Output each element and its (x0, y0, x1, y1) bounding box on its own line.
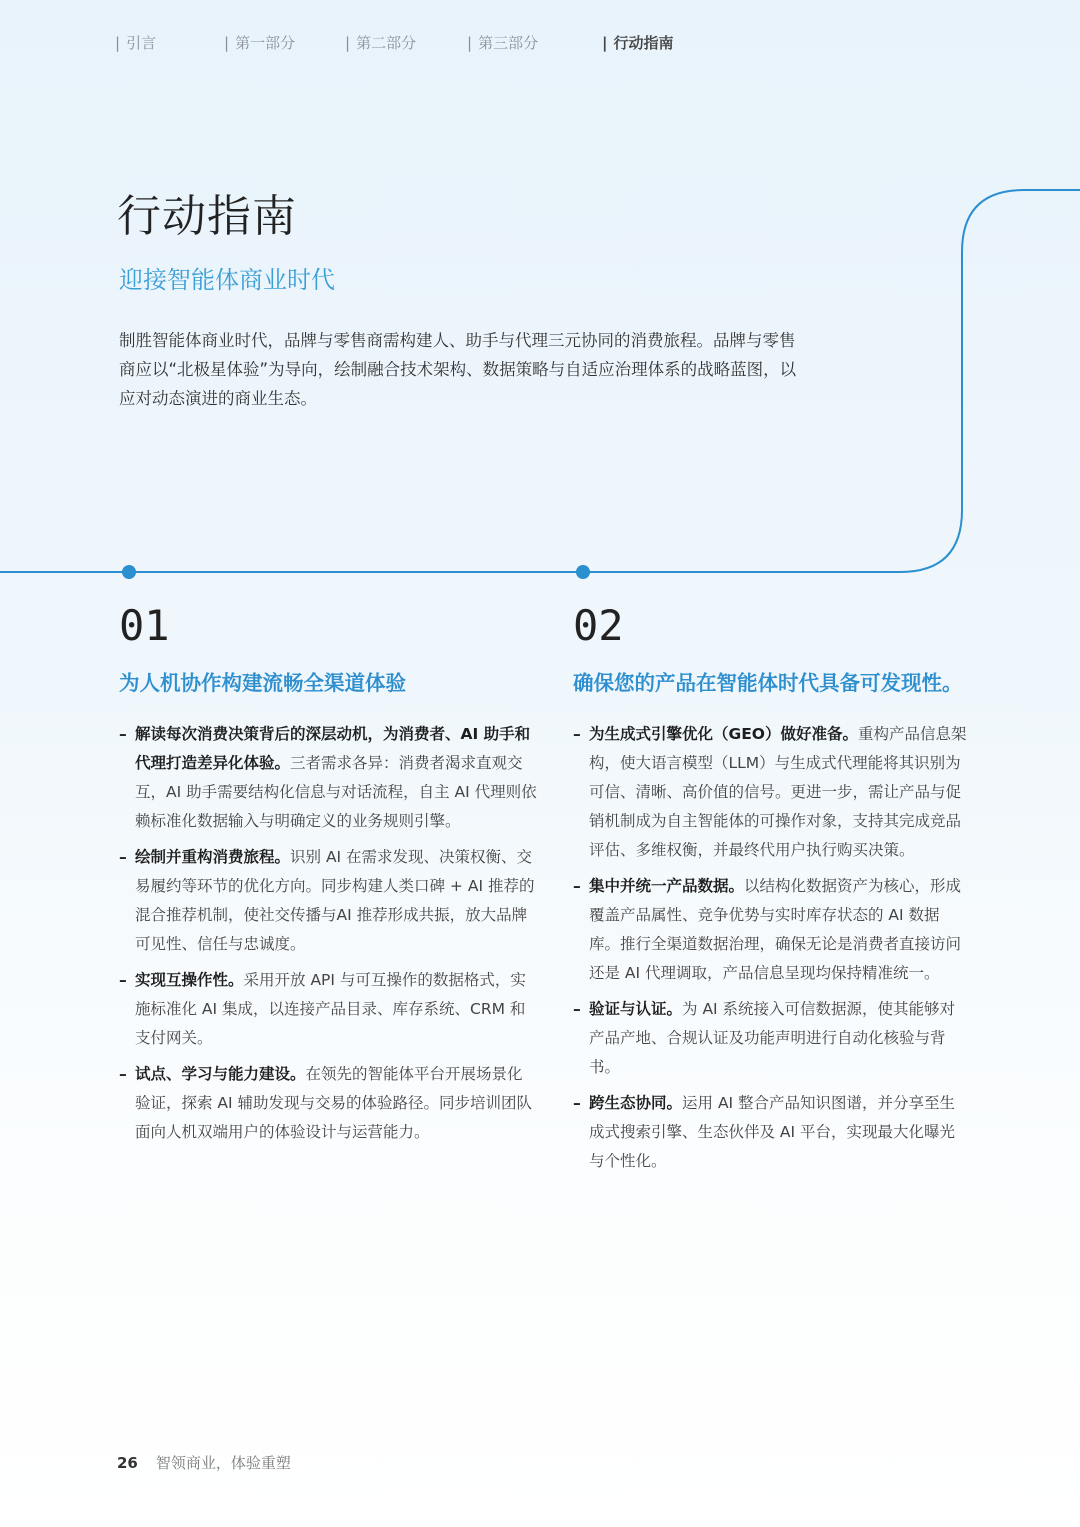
page-title: 行动指南 (117, 191, 297, 242)
item-text: 以结构化数据资产为核心，形成覆盖产品属性、竞争优势与实时库存状态的 AI 数据库。推行全渠道数据治理，确保无论是消费者直接访问还是 AI 代理调取，产品信息呈现均保持精准统一。 (589, 877, 962, 982)
nav-item-label: 第三部分 (478, 34, 539, 52)
nav-separator: | (467, 34, 473, 52)
nav-item-label: 第一部分 (235, 34, 296, 52)
item-lead: 实现互操作性。 (135, 971, 244, 989)
page-footer (117, 1452, 291, 1473)
list-item (573, 720, 967, 865)
item-lead: 绘制并重构消费旅程。 (135, 848, 291, 866)
item-lead: 解读每次消费决策背后的深层动机，为消费者、AI 助手和代理打造差异化体验。 (135, 725, 531, 772)
timeline-dot-02 (576, 565, 590, 579)
dash-bullet: – (573, 877, 581, 895)
section-list (119, 720, 537, 1147)
item-lead: 跨生态协同。 (589, 1094, 683, 1112)
nav-item-label: 第二部分 (356, 34, 417, 52)
nav-separator: | (224, 34, 230, 52)
publication-title: 智领商业，体验重塑 (155, 1454, 291, 1472)
list-item (119, 1060, 537, 1147)
section-01 (119, 600, 537, 1154)
item-lead: 验证与认证。 (589, 1000, 683, 1018)
nav-item-label: 引言 (126, 34, 157, 52)
item-text: 重构产品信息架构，使大语言模型（LLM）与生成式代理能将其识别为可信、清晰、高价值的信号。更进一步，需让产品与促销机制成为自主智能体的可操作对象，支持其完成竞品评估、多维权衡，并最终代用户执行购买决策。 (589, 725, 967, 859)
list-item (119, 843, 537, 959)
dash-bullet: – (573, 1000, 581, 1018)
nav-item-label: 行动指南 (613, 34, 674, 52)
item-text: 为 AI 系统接入可信数据源，使其能够对产品产地、合规认证及功能声明进行自动化核验与背书。 (589, 1000, 956, 1076)
dash-bullet: – (119, 848, 127, 866)
list-item (573, 995, 967, 1082)
list-item (573, 872, 967, 988)
page-subtitle: 迎接智能体商业时代 (119, 266, 335, 294)
list-item (573, 1089, 967, 1176)
item-lead: 试点、学习与能力建设。 (135, 1065, 306, 1083)
nav-separator: | (345, 34, 351, 52)
item-text: 运用 AI 整合产品知识图谱，并分享至生成式搜索引擎、生态伙伴及 AI 平台，实现最大化曝光与个性化。 (589, 1094, 956, 1170)
section-list (573, 720, 967, 1176)
intro-paragraph: 制胜智能体商业时代，品牌与零售商需构建人、助手与代理三元协同的消费旅程。品牌与零售商应以“北极星体验”为导向，绘制融合技术架构、数据策略与自适应治理体系的战略蓝图，以应对动态演进的商业生态。 (119, 331, 797, 408)
dash-bullet: – (119, 971, 127, 989)
list-item (119, 966, 537, 1053)
section-number: 01 (119, 601, 170, 650)
section-title: 确保您的产品在智能体时代具备可发现性。 (573, 671, 963, 695)
dash-bullet: – (573, 1094, 581, 1112)
timeline-dot-01 (122, 565, 136, 579)
section-title: 为人机协作构建流畅全渠道体验 (119, 671, 406, 695)
section-number: 02 (573, 601, 624, 650)
list-item (119, 720, 537, 836)
item-lead: 集中并统一产品数据。 (589, 877, 745, 895)
item-text: 在领先的智能体平台开展场景化验证，探索 AI 辅助发现与交易的体验路径。同步培训团队面向人机双端用户的体验设计与运营能力。 (135, 1065, 533, 1141)
nav-separator: | (602, 34, 608, 52)
item-text: 识别 AI 在需求发现、决策权衡、交易履约等环节的优化方向。同步构建人类口碑 + AI 推荐的混合推荐机制，使社交传播与AI 推荐形成共振，放大品牌可见性、信任与忠诚度。 (135, 848, 535, 953)
item-lead: 为生成式引擎优化（GEO）做好准备。 (589, 725, 858, 743)
item-text: 三者需求各异：消费者渴求直观交互，AI 助手需要结构化信息与对话流程，自主 AI 代理则依赖标准化数据输入与明确定义的业务规则引擎。 (135, 754, 537, 830)
dash-bullet: – (573, 725, 581, 743)
dash-bullet: – (119, 725, 127, 743)
dash-bullet: – (119, 1065, 127, 1083)
page-number: 26 (117, 1454, 138, 1472)
nav-separator: | (115, 34, 121, 52)
item-text: 采用开放 API 与可互操作的数据格式，实施标准化 AI 集成，以连接产品目录、库存系统、CRM 和支付网关。 (135, 971, 526, 1047)
section-02 (573, 600, 967, 1183)
